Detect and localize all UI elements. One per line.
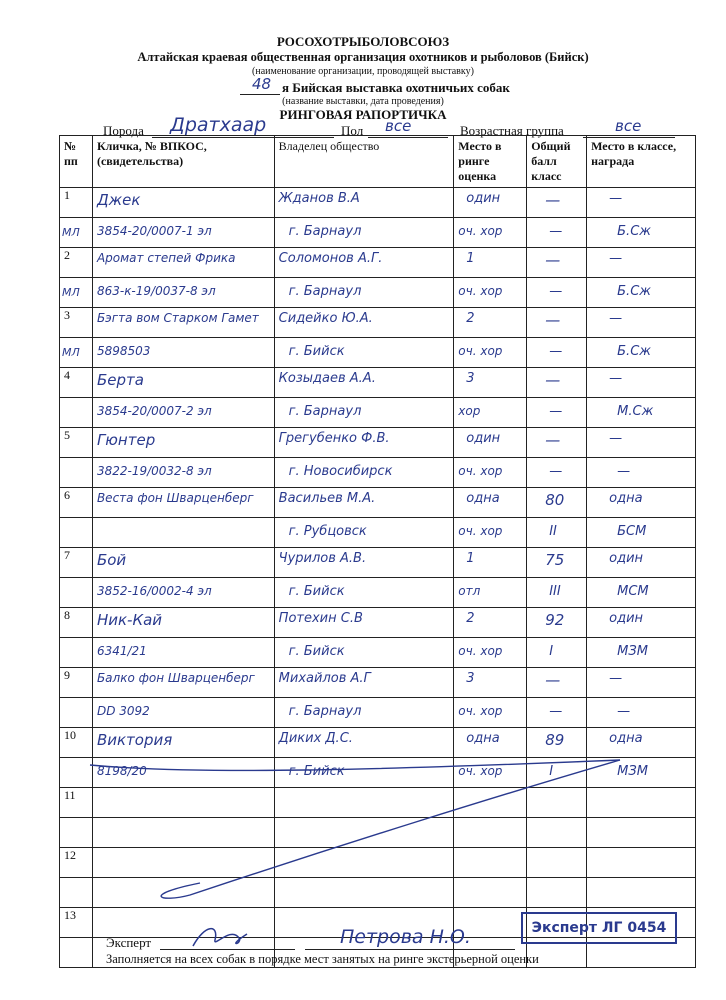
owner-name: Грегубенко Ф.В.	[278, 431, 390, 446]
owner-cell	[274, 368, 454, 398]
award-cell	[587, 458, 696, 488]
city-cell	[274, 638, 454, 668]
dog-name: Гюнтер	[96, 431, 156, 449]
registration-cell	[92, 398, 274, 428]
owner-cell	[274, 308, 454, 338]
row-mark: МЛ	[62, 346, 80, 359]
ring-place: одна	[466, 491, 500, 506]
table-row	[60, 668, 696, 698]
score: —	[545, 371, 561, 389]
row-number-cell	[60, 308, 93, 338]
row-number: 10	[64, 728, 76, 742]
table-row	[60, 368, 696, 398]
class-place-cell	[587, 728, 696, 758]
city-cell	[274, 398, 454, 428]
registration-number: 3852-16/0002-4 эл	[96, 584, 212, 598]
table-row	[60, 188, 696, 218]
owner-name: Васильев М.А.	[278, 491, 376, 506]
dog-name: Балко фон Шварценберг	[96, 671, 255, 685]
registration-cell	[92, 278, 274, 308]
class-cell	[527, 578, 587, 608]
org-name: Алтайская краевая общественная организация охотников и рыболовов (Бийск)	[137, 50, 589, 64]
breed-value: Дратхаар	[170, 114, 267, 136]
expert-name-line	[305, 949, 515, 950]
score-cell	[527, 668, 587, 698]
class-place-cell	[587, 188, 696, 218]
dog-name: Бой	[96, 551, 127, 569]
row-number: 4	[64, 368, 70, 382]
grade: оч. хор	[458, 224, 503, 238]
table-row-sub	[60, 398, 696, 428]
table-header-row	[60, 136, 696, 188]
row-number-cell	[60, 188, 93, 218]
grade-cell	[454, 398, 527, 428]
dog-name: Аромат степей Фрика	[96, 251, 236, 265]
class-cell	[527, 338, 587, 368]
owner-name: Потехин С.В	[278, 611, 363, 626]
grade-cell	[454, 458, 527, 488]
age-label: Возрастная группа	[460, 123, 564, 138]
score: —	[545, 671, 561, 689]
org-top: РОСОХОТРЫБОЛОВСОЮЗ	[276, 34, 450, 49]
table-row	[60, 548, 696, 578]
owner-cell	[274, 608, 454, 638]
award-cell	[587, 638, 696, 668]
table-row-sub	[60, 638, 696, 668]
grade: оч. хор	[458, 344, 503, 358]
city-cell	[274, 218, 454, 248]
class-value: —	[549, 224, 563, 239]
owner-name: Соломонов А.Г.	[278, 251, 383, 266]
show-number: 48	[252, 75, 272, 93]
owner-name: Козыдаев А.А.	[278, 371, 376, 386]
score-cell	[527, 488, 587, 518]
table-row-sub	[60, 458, 696, 488]
registration-cell	[92, 518, 274, 548]
class-place: —	[609, 311, 623, 326]
row-number-cell	[60, 668, 93, 698]
row-mark-cell	[60, 518, 93, 548]
row-number-cell	[60, 728, 93, 758]
city: г. Бийск	[288, 764, 345, 779]
city: г. Бийск	[288, 584, 345, 599]
owner-name: Михайлов А.Г	[278, 671, 371, 686]
class-place: одна	[609, 731, 643, 746]
class-cell	[527, 518, 587, 548]
city-cell	[274, 578, 454, 608]
class-place: —	[609, 431, 623, 446]
class-place-cell	[587, 308, 696, 338]
expert-stamp: Эксперт ЛГ 0454	[521, 912, 677, 944]
dog-name-cell	[92, 728, 274, 758]
class-place-cell	[587, 668, 696, 698]
col-award-header: Место в классе, награда	[587, 136, 696, 188]
class-cell	[527, 638, 587, 668]
row-mark-cell	[60, 638, 93, 668]
ring-place: 3	[466, 371, 475, 386]
grade-cell	[454, 338, 527, 368]
registration-cell	[92, 638, 274, 668]
registration-cell	[92, 458, 274, 488]
score-cell	[527, 188, 587, 218]
show-number-line	[240, 75, 280, 95]
class-value: I	[549, 644, 554, 659]
class-place: —	[609, 191, 623, 206]
class-place: один	[609, 611, 644, 626]
class-cell	[527, 278, 587, 308]
registration-number: 8198/20	[96, 764, 147, 778]
ring-place: 2	[466, 611, 475, 626]
class-value: —	[549, 284, 563, 299]
registration-cell	[92, 698, 274, 728]
table-row-sub	[60, 338, 696, 368]
registration-number: 3854-20/0007-1 эл	[96, 224, 212, 238]
registration-number: 863-к-19/0037-8 эл	[96, 284, 216, 298]
col-score-header: Общий балл класс	[527, 136, 587, 188]
row-number-cell	[60, 908, 93, 938]
row-mark-cell	[60, 938, 93, 968]
class-value: I	[549, 764, 554, 779]
grade: отл	[458, 584, 481, 598]
dog-name: Бэгта вом Старком Гамет	[96, 311, 259, 325]
expert-name: Петрова Н.О.	[340, 926, 471, 948]
table-row-sub	[60, 578, 696, 608]
owner-cell	[274, 668, 454, 698]
ring-place: 1	[466, 251, 475, 266]
row-mark-cell	[60, 338, 93, 368]
row-mark-cell	[60, 278, 93, 308]
row-number: 2	[64, 248, 70, 262]
dog-name-cell	[92, 668, 274, 698]
city: г. Барнаул	[288, 224, 362, 239]
class-place: —	[609, 251, 623, 266]
sex-label: Пол	[341, 123, 364, 138]
grade: оч. хор	[458, 464, 503, 478]
row-number: 1	[64, 188, 70, 202]
dog-name-cell	[92, 368, 274, 398]
city: г. Новосибирск	[288, 464, 393, 479]
registration-number: 3854-20/0007-2 эл	[96, 404, 212, 418]
award: —	[617, 464, 631, 479]
city-cell	[274, 278, 454, 308]
grade-cell	[454, 518, 527, 548]
table-row-sub	[60, 278, 696, 308]
award-cell	[587, 398, 696, 428]
score-cell	[527, 548, 587, 578]
score: —	[545, 431, 561, 449]
row-number-cell	[60, 368, 93, 398]
award: Б.Сж	[617, 284, 651, 299]
owner-name: Чурилов А.В.	[278, 551, 367, 566]
row-number-cell	[60, 548, 93, 578]
city-cell	[274, 458, 454, 488]
city: г. Барнаул	[288, 284, 362, 299]
row-number: 13	[64, 908, 76, 922]
score: 80	[545, 491, 565, 509]
city-cell	[274, 338, 454, 368]
award: МЗМ	[617, 764, 648, 779]
dog-name-cell	[92, 488, 274, 518]
award: МЗМ	[617, 644, 648, 659]
score-cell	[527, 728, 587, 758]
grade-cell	[454, 218, 527, 248]
row-number-cell	[60, 608, 93, 638]
registration-cell	[92, 578, 274, 608]
dog-name-cell	[92, 428, 274, 458]
class-place: одна	[609, 491, 643, 506]
grade-cell	[454, 578, 527, 608]
row-mark-cell	[60, 218, 93, 248]
ring-place-cell	[454, 188, 527, 218]
grade: оч. хор	[458, 644, 503, 658]
owner-cell	[274, 548, 454, 578]
class-cell	[527, 458, 587, 488]
grade: оч. хор	[458, 284, 503, 298]
grade: оч. хор	[458, 764, 503, 778]
registration-cell	[92, 218, 274, 248]
grade: оч. хор	[458, 524, 503, 538]
dog-name-cell	[92, 308, 274, 338]
city: г. Барнаул	[288, 404, 362, 419]
class-value: II	[549, 524, 557, 539]
grade-cell	[454, 278, 527, 308]
table-row	[60, 308, 696, 338]
class-value: III	[549, 584, 561, 599]
table-row	[60, 728, 696, 758]
class-place-cell	[587, 248, 696, 278]
class-value: —	[549, 704, 563, 719]
table-row	[60, 248, 696, 278]
class-place: —	[609, 671, 623, 686]
ring-place: один	[466, 431, 501, 446]
row-mark-cell	[60, 578, 93, 608]
owner-name: Диких Д.С.	[278, 731, 353, 746]
registration-number: DD 3092	[96, 704, 150, 718]
ring-place-cell	[454, 668, 527, 698]
owner-cell	[274, 188, 454, 218]
row-number: 7	[64, 548, 70, 562]
table-row	[60, 428, 696, 458]
dog-name: Ник-Кай	[96, 611, 163, 629]
ring-place-cell	[454, 548, 527, 578]
class-cell	[527, 218, 587, 248]
dog-name-cell	[92, 608, 274, 638]
award: БСМ	[617, 524, 647, 539]
grade: хор	[458, 404, 481, 418]
dog-name: Берта	[96, 371, 144, 389]
breed-label: Порода	[103, 123, 144, 138]
row-number: 12	[64, 848, 76, 862]
col-place-header: Место в ринге оценка	[454, 136, 527, 188]
row-number: 6	[64, 488, 70, 502]
city: г. Бийск	[288, 644, 345, 659]
row-number-cell	[60, 488, 93, 518]
table-row-sub	[60, 698, 696, 728]
row-number: 3	[64, 308, 70, 322]
award-cell	[587, 218, 696, 248]
city-cell	[274, 518, 454, 548]
row-number: 9	[64, 668, 70, 682]
ring-place: один	[466, 191, 501, 206]
score: 92	[545, 611, 565, 629]
col-num-header: № пп	[60, 136, 93, 188]
city: г. Рубцовск	[288, 524, 367, 539]
doc-title: РИНГОВАЯ РАПОРТИЧКА	[279, 107, 447, 122]
award-cell	[587, 278, 696, 308]
ring-place-cell	[454, 368, 527, 398]
table-row	[60, 608, 696, 638]
ring-place-cell	[454, 608, 527, 638]
ring-place: одна	[466, 731, 500, 746]
score-cell	[527, 608, 587, 638]
ring-place: 1	[466, 551, 475, 566]
sex-value: все	[385, 117, 412, 135]
table-row-sub	[60, 518, 696, 548]
col-owner-header: Владелец общество	[274, 136, 454, 188]
grade-cell	[454, 638, 527, 668]
owner-cell	[274, 728, 454, 758]
row-mark-cell	[60, 458, 93, 488]
grade: оч. хор	[458, 704, 503, 718]
row-number-cell	[60, 248, 93, 278]
footer-note: Заполняется на всех собак в порядке мест занятых на ринге экстерьерной оценки	[106, 952, 539, 966]
expert-signature	[185, 920, 255, 952]
dog-name: Виктория	[96, 731, 173, 749]
award-cell	[587, 698, 696, 728]
award: —	[617, 704, 631, 719]
registration-number: 6341/21	[96, 644, 147, 658]
row-mark-cell	[60, 398, 93, 428]
class-place-cell	[587, 548, 696, 578]
score-cell	[527, 368, 587, 398]
row-mark-cell	[60, 698, 93, 728]
award-cell	[587, 338, 696, 368]
ring-place-cell	[454, 428, 527, 458]
award-cell	[587, 518, 696, 548]
owner-name: Сидейко Ю.А.	[278, 311, 373, 326]
table-row	[60, 488, 696, 518]
class-place: —	[609, 371, 623, 386]
registration-number: 3822-19/0032-8 эл	[96, 464, 212, 478]
show-name: я Бийская выставка охотничьих собак	[282, 80, 510, 95]
ring-place-cell	[454, 308, 527, 338]
cancel-scribble	[80, 755, 640, 905]
dog-name-cell	[92, 248, 274, 278]
city: г. Бийск	[288, 344, 345, 359]
class-place-cell	[587, 368, 696, 398]
row-mark: МЛ	[62, 286, 80, 299]
row-number: 5	[64, 428, 70, 442]
signature-stroke	[193, 929, 247, 946]
city: г. Барнаул	[288, 704, 362, 719]
ring-place: 3	[466, 671, 475, 686]
dog-name-cell	[92, 548, 274, 578]
row-mark: МЛ	[62, 226, 80, 239]
award-cell	[587, 578, 696, 608]
age-value: все	[615, 117, 642, 135]
owner-name: Жданов В.А	[278, 191, 360, 206]
dog-name: Веста фон Шварценберг	[96, 491, 254, 505]
owner-cell	[274, 428, 454, 458]
row-number: 8	[64, 608, 70, 622]
award: Б.Сж	[617, 344, 651, 359]
class-place-cell	[587, 488, 696, 518]
score: —	[545, 311, 561, 329]
class-cell	[527, 698, 587, 728]
ring-place-cell	[454, 728, 527, 758]
org-caption: (наименование организации, проводящей выставку)	[252, 66, 474, 77]
score-cell	[527, 248, 587, 278]
award: МСМ	[617, 584, 649, 599]
table-row-sub	[60, 218, 696, 248]
dog-name: Джек	[96, 191, 141, 209]
scribble-line-top	[90, 760, 620, 770]
class-cell	[527, 398, 587, 428]
award: Б.Сж	[617, 224, 651, 239]
ring-place: 2	[466, 311, 475, 326]
score-cell	[527, 428, 587, 458]
class-place: один	[609, 551, 644, 566]
class-place-cell	[587, 428, 696, 458]
dog-name-cell	[92, 188, 274, 218]
registration-cell	[92, 338, 274, 368]
expert-label: Эксперт	[106, 935, 152, 950]
score: —	[545, 191, 561, 209]
class-value: —	[549, 344, 563, 359]
ring-place-cell	[454, 488, 527, 518]
owner-cell	[274, 248, 454, 278]
row-number-cell	[60, 428, 93, 458]
score: 75	[545, 551, 565, 569]
score: —	[545, 251, 561, 269]
ring-place-cell	[454, 248, 527, 278]
score-cell	[527, 308, 587, 338]
class-value: —	[549, 464, 563, 479]
show-caption: (название выставки, дата проведения)	[282, 96, 444, 107]
score: 89	[545, 731, 565, 749]
class-value: —	[549, 404, 563, 419]
row-number: 11	[64, 788, 76, 802]
owner-cell	[274, 488, 454, 518]
city-cell	[274, 698, 454, 728]
registration-number: 5898503	[96, 344, 151, 358]
scribble-line-diagonal	[161, 760, 620, 898]
grade-cell	[454, 698, 527, 728]
award: М.Сж	[617, 404, 654, 419]
col-name-header: Кличка, № ВПКОС, (свидетельства)	[92, 136, 274, 188]
class-place-cell	[587, 608, 696, 638]
